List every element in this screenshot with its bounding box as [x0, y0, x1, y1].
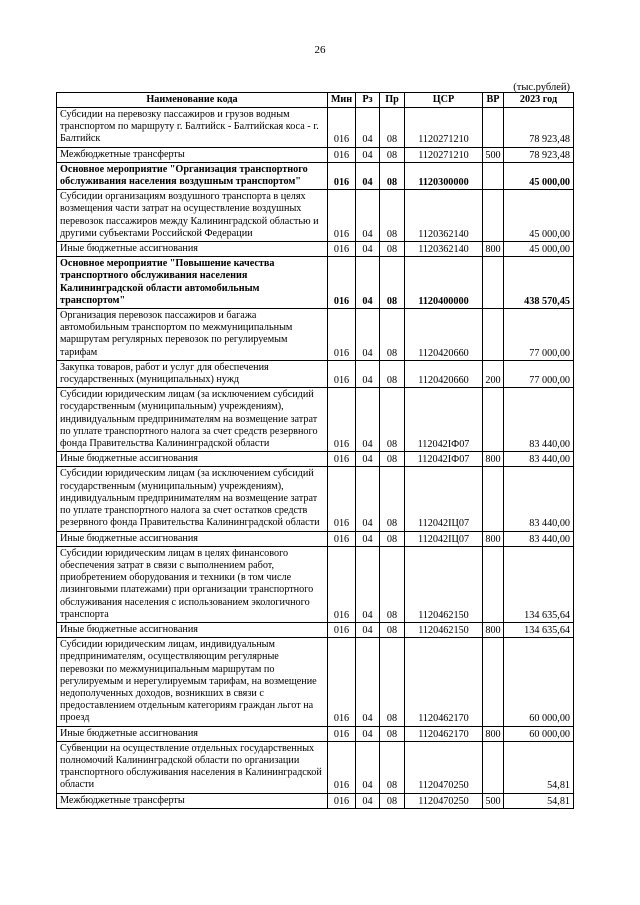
cell-name: Межбюджетные трансферты [57, 147, 328, 162]
cell-min: 016 [328, 638, 356, 726]
cell-pr: 08 [380, 622, 405, 637]
col-header-vr: ВР [483, 93, 504, 108]
cell-pr: 08 [380, 467, 405, 531]
cell-amount: 134 635,64 [504, 622, 574, 637]
cell-csr: 1120271210 [405, 147, 483, 162]
cell-rz: 04 [356, 467, 380, 531]
cell-min: 016 [328, 388, 356, 452]
cell-amount: 45 000,00 [504, 242, 574, 257]
cell-rz: 04 [356, 388, 380, 452]
cell-rz: 04 [356, 190, 380, 242]
cell-name: Иные бюджетные ассигнования [57, 242, 328, 257]
cell-pr: 08 [380, 793, 405, 808]
cell-csr: 112042ІЦ07 [405, 531, 483, 546]
cell-name: Организация перевозок пассажиров и багажа автомобильным транспортом по межмуниципальным маршрутам регулярных перевозок по регулируемым тарифам [57, 309, 328, 361]
cell-rz: 04 [356, 452, 380, 467]
cell-min: 016 [328, 360, 356, 387]
cell-vr [483, 309, 504, 361]
budget-table [56, 92, 574, 809]
cell-vr: 800 [483, 452, 504, 467]
cell-vr [483, 741, 504, 793]
cell-vr: 800 [483, 531, 504, 546]
cell-vr [483, 190, 504, 242]
cell-csr: 1120462150 [405, 622, 483, 637]
cell-pr: 08 [380, 162, 405, 189]
col-header-name: Наименование кода [57, 93, 328, 108]
cell-pr: 08 [380, 546, 405, 622]
cell-pr: 08 [380, 741, 405, 793]
cell-min: 016 [328, 741, 356, 793]
table-row [57, 108, 574, 148]
col-header-min: Мин [328, 93, 356, 108]
col-header-csr: ЦСР [405, 93, 483, 108]
table-row [57, 309, 574, 361]
cell-name: Субсидии юридическим лицам, индивидуальным предпринимателям, осуществляющим регулярные перевозки по межмуниципальным маршрутам по регулируемым и нерегулируемым тарифам, на возмещение недополученных доходов, возникших в связи с предоставлением отдельным категориям граждан льгот на проезд [57, 638, 328, 726]
cell-vr: 800 [483, 242, 504, 257]
cell-name: Закупка товаров, работ и услуг для обеспечения государственных (муниципальных) нужд [57, 360, 328, 387]
cell-min: 016 [328, 726, 356, 741]
cell-vr [483, 638, 504, 726]
cell-csr: 1120362140 [405, 242, 483, 257]
cell-amount: 60 000,00 [504, 638, 574, 726]
cell-vr: 800 [483, 622, 504, 637]
cell-vr [483, 162, 504, 189]
cell-name: Иные бюджетные ассигнования [57, 531, 328, 546]
cell-amount: 134 635,64 [504, 546, 574, 622]
cell-csr: 1120470250 [405, 741, 483, 793]
cell-csr: 1120462150 [405, 546, 483, 622]
cell-min: 016 [328, 622, 356, 637]
cell-rz: 04 [356, 257, 380, 309]
cell-pr: 08 [380, 360, 405, 387]
cell-name: Субсидии юридическим лицам (за исключением субсидий государственным (муниципальным) учреждениям), индивидуальным предпринимателям на возмещение затрат по уплате транспортного налога за счет остатков средств резервного фонда Правительства Калининградской области [57, 467, 328, 531]
cell-amount: 78 923,48 [504, 108, 574, 148]
cell-amount: 77 000,00 [504, 360, 574, 387]
cell-min: 016 [328, 147, 356, 162]
table-row [57, 257, 574, 309]
cell-rz: 04 [356, 309, 380, 361]
units-label: (тыс.рублей) [513, 82, 570, 93]
table-row [57, 638, 574, 726]
cell-amount: 83 440,00 [504, 388, 574, 452]
cell-min: 016 [328, 546, 356, 622]
cell-name: Основное мероприятие "Организация транспортного обслуживания населения воздушным транспортом" [57, 162, 328, 189]
table-row [57, 467, 574, 531]
cell-amount: 438 570,45 [504, 257, 574, 309]
cell-amount: 83 440,00 [504, 531, 574, 546]
cell-vr: 500 [483, 147, 504, 162]
cell-pr: 08 [380, 190, 405, 242]
cell-amount: 54,81 [504, 741, 574, 793]
cell-rz: 04 [356, 741, 380, 793]
cell-name: Субвенции на осуществление отдельных государственных полномочий Калининградской области по организации транспортного обслуживания населения в Калининградской области [57, 741, 328, 793]
cell-rz: 04 [356, 793, 380, 808]
cell-rz: 04 [356, 242, 380, 257]
cell-vr [483, 108, 504, 148]
cell-rz: 04 [356, 638, 380, 726]
cell-amount: 60 000,00 [504, 726, 574, 741]
cell-amount: 45 000,00 [504, 162, 574, 189]
cell-csr: 112042ІФ07 [405, 388, 483, 452]
cell-name: Субсидии организациям воздушного транспорта в целях возмещения части затрат на осуществление воздушных перевозок пассажиров между Калининградской областью и другими субъектами Российской Федерации [57, 190, 328, 242]
cell-min: 016 [328, 793, 356, 808]
table-row [57, 452, 574, 467]
table-row [57, 190, 574, 242]
table-row [57, 531, 574, 546]
table-header-row [57, 93, 574, 108]
cell-vr: 200 [483, 360, 504, 387]
table-row [57, 622, 574, 637]
cell-min: 016 [328, 162, 356, 189]
table-row [57, 360, 574, 387]
cell-vr: 500 [483, 793, 504, 808]
cell-amount: 83 440,00 [504, 452, 574, 467]
cell-pr: 08 [380, 309, 405, 361]
cell-amount: 83 440,00 [504, 467, 574, 531]
cell-csr: 1120400000 [405, 257, 483, 309]
cell-pr: 08 [380, 638, 405, 726]
cell-pr: 08 [380, 242, 405, 257]
cell-csr: 1120271210 [405, 108, 483, 148]
cell-min: 016 [328, 190, 356, 242]
cell-name: Межбюджетные трансферты [57, 793, 328, 808]
col-header-rz: Рз [356, 93, 380, 108]
cell-csr: 1120470250 [405, 793, 483, 808]
table-row [57, 147, 574, 162]
cell-pr: 08 [380, 108, 405, 148]
cell-amount: 45 000,00 [504, 190, 574, 242]
cell-pr: 08 [380, 531, 405, 546]
table-body [57, 108, 574, 809]
table-row [57, 546, 574, 622]
cell-amount: 78 923,48 [504, 147, 574, 162]
cell-rz: 04 [356, 360, 380, 387]
cell-csr: 1120462170 [405, 638, 483, 726]
table-row [57, 388, 574, 452]
cell-csr: 1120362140 [405, 190, 483, 242]
table-row [57, 726, 574, 741]
cell-csr: 112042ІЦ07 [405, 467, 483, 531]
cell-name: Субсидии на перевозку пассажиров и грузов водным транспортом по маршруту г. Балтийск - Балтийская коса - г. Балтийск [57, 108, 328, 148]
cell-vr [483, 388, 504, 452]
cell-pr: 08 [380, 388, 405, 452]
cell-rz: 04 [356, 726, 380, 741]
cell-pr: 08 [380, 257, 405, 309]
cell-vr [483, 467, 504, 531]
cell-csr: 1120420660 [405, 309, 483, 361]
cell-amount: 54,81 [504, 793, 574, 808]
cell-rz: 04 [356, 546, 380, 622]
cell-csr: 1120420660 [405, 360, 483, 387]
cell-rz: 04 [356, 622, 380, 637]
cell-csr: 112042ІФ07 [405, 452, 483, 467]
cell-amount: 77 000,00 [504, 309, 574, 361]
cell-name: Иные бюджетные ассигнования [57, 452, 328, 467]
cell-rz: 04 [356, 108, 380, 148]
cell-min: 016 [328, 452, 356, 467]
table-row [57, 242, 574, 257]
cell-name: Субсидии юридическим лицам (за исключением субсидий государственным (муниципальным) учреждениям), индивидуальным предпринимателям на возмещение затрат по уплате транспортного налога за счет средств резервного фонда Правительства Калининградской области [57, 388, 328, 452]
cell-min: 016 [328, 242, 356, 257]
cell-min: 016 [328, 309, 356, 361]
cell-min: 016 [328, 531, 356, 546]
cell-min: 016 [328, 108, 356, 148]
cell-rz: 04 [356, 531, 380, 546]
cell-vr [483, 546, 504, 622]
cell-vr: 800 [483, 726, 504, 741]
table-row [57, 793, 574, 808]
cell-rz: 04 [356, 147, 380, 162]
cell-min: 016 [328, 467, 356, 531]
cell-min: 016 [328, 257, 356, 309]
cell-name: Субсидии юридическим лицам в целях финансового обеспечения затрат в связи с выполнением работ, приобретением оборудования и техники (в том числе лизинговыми платежами) при организации транспортного обслуживания населения с использованием экологичного транспорта [57, 546, 328, 622]
cell-name: Иные бюджетные ассигнования [57, 726, 328, 741]
cell-vr [483, 257, 504, 309]
page-number: 26 [314, 44, 326, 56]
cell-rz: 04 [356, 162, 380, 189]
cell-pr: 08 [380, 452, 405, 467]
cell-pr: 08 [380, 147, 405, 162]
col-header-amount: 2023 год [504, 93, 574, 108]
cell-name: Основное мероприятие "Повышение качества транспортного обслуживания населения Калининградской области автомобильным транспортом" [57, 257, 328, 309]
table-row [57, 741, 574, 793]
cell-pr: 08 [380, 726, 405, 741]
cell-name: Иные бюджетные ассигнования [57, 622, 328, 637]
table-row [57, 162, 574, 189]
cell-csr: 1120300000 [405, 162, 483, 189]
cell-csr: 1120462170 [405, 726, 483, 741]
col-header-pr: Пр [380, 93, 405, 108]
